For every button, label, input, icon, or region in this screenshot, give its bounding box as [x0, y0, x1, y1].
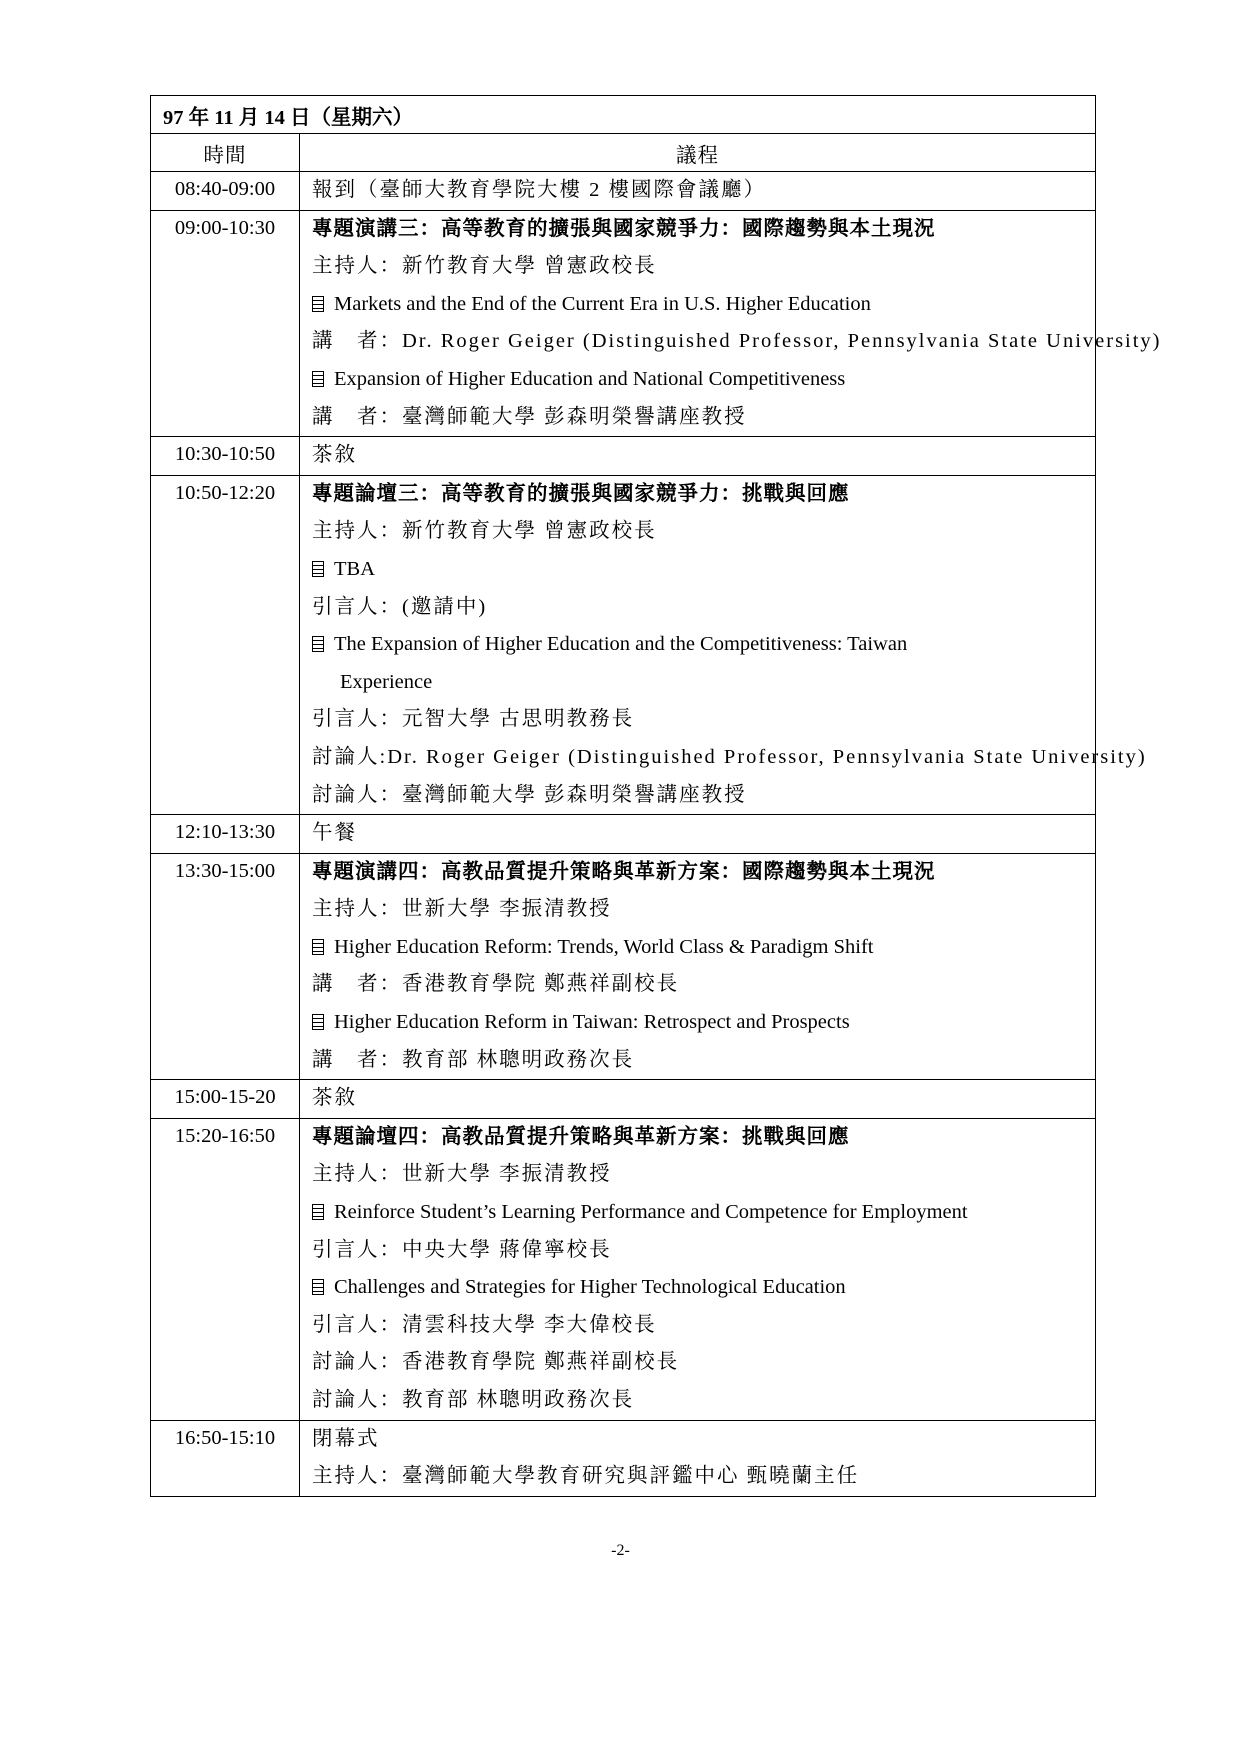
time-cell: 10:30-10:50 — [151, 437, 300, 476]
agenda-line: 討論人：香港教育學院 鄭燕祥副校長 — [312, 1351, 680, 1374]
agenda-line: 引言人：(邀請中) — [312, 595, 488, 618]
agenda-cell — [300, 815, 1096, 854]
time-cell: 09:00-10:30 — [151, 210, 300, 437]
time-cell: 16:50-15:10 — [151, 1420, 300, 1496]
paper-title — [312, 1194, 1093, 1232]
agenda-line: 閉幕式 — [312, 1427, 380, 1450]
agenda-line: 講 者：Dr. Roger Geiger (Distinguished Professor, Pennsylvania State University) — [312, 330, 1162, 353]
agenda-line: 主持人：世新大學 李振清教授 — [312, 1163, 612, 1186]
time-cell: 15:00-15-20 — [151, 1080, 300, 1119]
document-icon — [312, 561, 324, 577]
agenda-cell — [300, 1080, 1096, 1119]
agenda-row — [151, 437, 1096, 476]
agenda-line: 報到（臺師大教育學院大樓 2 樓國際會議廳） — [312, 179, 766, 201]
time-cell: 15:20-16:50 — [151, 1118, 300, 1420]
document-icon — [312, 1279, 324, 1295]
agenda-line: 主持人：臺灣師範大學教育研究與評鑑中心 甄曉蘭主任 — [312, 1465, 860, 1488]
paper-title-continuation: Experience — [340, 670, 433, 693]
document-icon — [312, 939, 324, 955]
agenda-cell — [300, 1118, 1096, 1420]
session-title: 專題演講三：高等教育的擴張與國家競爭力：國際趨勢與本土現況 — [312, 217, 936, 240]
agenda-cell — [300, 475, 1147, 814]
agenda-row — [151, 1118, 1096, 1420]
paper-title-text: Expansion of Higher Education and National Competitiveness — [334, 367, 846, 390]
agenda-row — [151, 815, 1096, 854]
agenda-line: 主持人：世新大學 李振清教授 — [312, 898, 612, 921]
paper-title — [312, 929, 1093, 967]
paper-title — [312, 551, 1093, 589]
agenda-line: 討論人：臺灣師範大學 彭森明榮譽講座教授 — [312, 783, 747, 806]
agenda-line: 討論人：教育部 林聰明政務次長 — [312, 1389, 635, 1411]
agenda-cell — [300, 853, 1096, 1080]
agenda-table — [150, 95, 1162, 1497]
paper-title-text: Challenges and Strategies for Higher Technological Education — [334, 1276, 846, 1299]
agenda-row — [151, 210, 1096, 437]
agenda-cell — [300, 437, 1096, 476]
paper-title-text: Higher Education Reform in Taiwan: Retrospect and Prospects — [334, 1011, 850, 1034]
agenda-row — [151, 172, 1096, 211]
paper-title-text: Reinforce Student’s Learning Performance and Competence for Employment — [334, 1201, 968, 1224]
agenda-line: 引言人：元智大學 古思明教務長 — [312, 708, 635, 731]
agenda-cell — [300, 172, 1096, 211]
time-cell: 13:30-15:00 — [151, 853, 300, 1080]
agenda-line: 講 者：教育部 林聰明政務次長 — [312, 1048, 635, 1071]
column-header-row — [151, 134, 1096, 172]
paper-title-text: TBA — [334, 557, 375, 580]
agenda-line: 午餐 — [312, 822, 357, 845]
document-icon — [312, 371, 324, 387]
date-header-row — [151, 96, 1096, 134]
time-cell: 12:10-13:30 — [151, 815, 300, 854]
agenda-line: 引言人：中央大學 蔣偉寧校長 — [312, 1238, 612, 1261]
agenda-line: 茶敘 — [312, 1087, 357, 1110]
agenda-row — [151, 1420, 1096, 1496]
agenda-line: 茶敘 — [312, 444, 357, 467]
agenda-row — [151, 1080, 1096, 1119]
paper-title — [312, 626, 1093, 664]
paper-title — [312, 361, 1093, 399]
paper-title-text: Markets and the End of the Current Era in U.S. Higher Education — [334, 292, 871, 315]
session-title: 專題論壇三：高等教育的擴張與國家競爭力：挑戰與回應 — [312, 482, 850, 505]
agenda-line: 講 者：香港教育學院 鄭燕祥副校長 — [312, 973, 680, 996]
agenda-row — [151, 475, 1096, 814]
agenda-cell — [300, 1420, 1096, 1496]
paper-title-text: Higher Education Reform: Trends, World Class & Paradigm Shift — [334, 935, 874, 958]
agenda-line: 主持人：新竹教育大學 曾憲政校長 — [312, 255, 657, 278]
paper-title — [312, 1269, 1093, 1307]
agenda-line: 主持人：新竹教育大學 曾憲政校長 — [312, 520, 657, 543]
agenda-line: 引言人：清雲科技大學 李大偉校長 — [312, 1313, 657, 1336]
paper-title — [312, 1004, 1093, 1042]
session-title: 專題演講四：高教品質提升策略與革新方案：國際趨勢與本土現況 — [312, 860, 936, 883]
agenda-line: 講 者：臺灣師範大學 彭森明榮譽講座教授 — [312, 405, 747, 428]
document-icon — [312, 1204, 324, 1220]
column-header-time: 時間 — [151, 134, 300, 172]
agenda-row — [151, 853, 1096, 1080]
agenda-cell — [300, 210, 1162, 437]
date-header: 97 年 11 月 14 日（星期六） — [151, 96, 1096, 134]
document-icon — [312, 296, 324, 312]
agenda-line: 討論人:Dr. Roger Geiger (Distinguished Professor, Pennsylvania State University) — [312, 745, 1147, 768]
time-cell: 10:50-12:20 — [151, 475, 300, 814]
page-number: -2- — [611, 1542, 630, 1559]
document-icon — [312, 1014, 324, 1030]
paper-title — [312, 286, 1093, 324]
paper-title-text: The Expansion of Higher Education and the Competitiveness: Taiwan — [334, 633, 908, 656]
document-icon — [312, 636, 324, 652]
time-cell: 08:40-09:00 — [151, 172, 300, 211]
session-title: 專題論壇四：高教品質提升策略與革新方案：挑戰與回應 — [312, 1125, 850, 1148]
column-header-agenda: 議程 — [300, 134, 1096, 172]
